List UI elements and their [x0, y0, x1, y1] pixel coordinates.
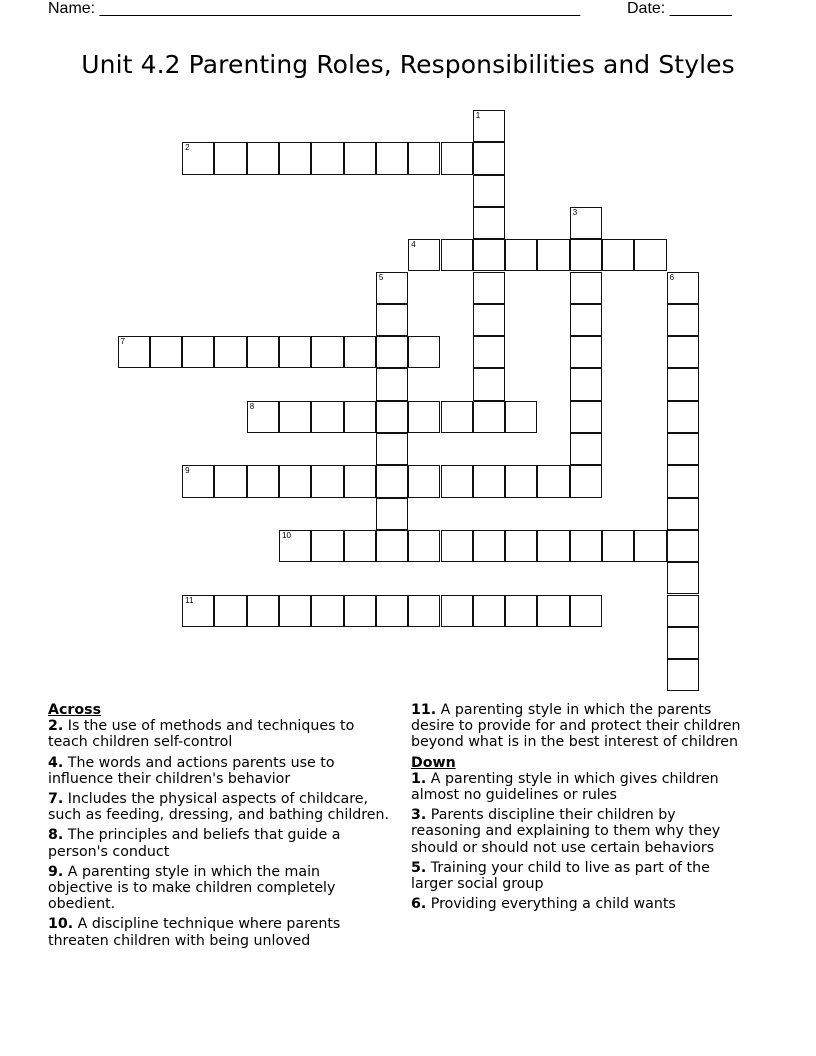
clues-right-column [411, 702, 781, 916]
crossword-cell[interactable] [667, 659, 699, 691]
crossword-cell[interactable] [473, 110, 505, 142]
crossword-cell[interactable] [279, 465, 311, 497]
crossword-cell[interactable] [667, 336, 699, 368]
clue-across-10 [48, 916, 408, 948]
crossword-cell[interactable] [537, 530, 569, 562]
clue-number: 7. [48, 791, 64, 808]
crossword-cell[interactable] [344, 401, 376, 433]
crossword-cell[interactable] [150, 336, 182, 368]
crossword-cell[interactable] [279, 336, 311, 368]
cell-number: 10 [282, 530, 291, 540]
crossword-cell[interactable] [247, 336, 279, 368]
crossword-cell[interactable] [408, 239, 440, 271]
cell-number: 2 [185, 143, 190, 153]
crossword-cell[interactable] [570, 401, 602, 433]
clue-down-1 [411, 771, 781, 803]
clue-across-7 [48, 791, 408, 823]
crossword-cell[interactable] [408, 401, 440, 433]
crossword-cell[interactable] [570, 207, 602, 239]
crossword-cell[interactable] [408, 142, 440, 174]
date-line[interactable]: Date: _______ [627, 0, 732, 17]
clue-number: 10. [48, 916, 74, 933]
crossword-cell[interactable] [214, 595, 246, 627]
clue-down-3 [411, 807, 781, 856]
across-heading: Across [48, 702, 102, 718]
crossword-cell[interactable] [214, 336, 246, 368]
crossword-cell[interactable] [667, 433, 699, 465]
clue-down-6 [411, 896, 781, 912]
crossword-cell[interactable] [376, 530, 408, 562]
clue-text: A parenting style in which the parents desire to provide for and protect their children beyond what is in the best interest of children [411, 702, 741, 751]
crossword-cell[interactable] [667, 368, 699, 400]
crossword-cell[interactable] [182, 595, 214, 627]
crossword-cell[interactable] [505, 530, 537, 562]
crossword-cell[interactable] [667, 595, 699, 627]
crossword-cell[interactable] [570, 272, 602, 304]
crossword-cell[interactable] [344, 142, 376, 174]
cell-number: 4 [411, 240, 416, 250]
crossword-cell[interactable] [667, 272, 699, 304]
name-line[interactable]: Name: ______________________________________________________ [48, 0, 581, 17]
crossword-cell[interactable] [279, 530, 311, 562]
crossword-cell[interactable] [344, 336, 376, 368]
crossword-cell[interactable] [182, 142, 214, 174]
crossword-cell[interactable] [473, 401, 505, 433]
crossword-cell[interactable] [473, 207, 505, 239]
crossword-cell[interactable] [376, 465, 408, 497]
crossword-cell[interactable] [537, 595, 569, 627]
crossword-cell[interactable] [570, 465, 602, 497]
crossword-cell[interactable] [473, 465, 505, 497]
crossword-cell[interactable] [667, 401, 699, 433]
crossword-cell[interactable] [376, 336, 408, 368]
cell-number: 9 [185, 466, 190, 476]
crossword-cell[interactable] [182, 336, 214, 368]
clue-across-11 [411, 702, 781, 751]
down-heading: Down [411, 754, 456, 771]
cell-number: 6 [669, 272, 675, 282]
clue-text: Training your child to live as part of the larger social group [411, 859, 710, 893]
crossword-cell[interactable] [376, 304, 408, 336]
clue-text: A parenting style in which the main objective is to make children completely obedient. [48, 863, 336, 913]
crossword-cell[interactable] [311, 465, 343, 497]
crossword-cell[interactable] [570, 304, 602, 336]
crossword-cell[interactable] [505, 239, 537, 271]
crossword-cell[interactable] [408, 595, 440, 627]
clue-across-9 [48, 864, 408, 913]
crossword-cell[interactable] [441, 530, 473, 562]
crossword-cell[interactable] [441, 465, 473, 497]
crossword-cell[interactable] [473, 304, 505, 336]
clue-text: A discipline technique where parents threaten children with being unloved [48, 916, 341, 949]
crossword-cell[interactable] [537, 239, 569, 271]
crossword-cell[interactable] [537, 465, 569, 497]
crossword-cell[interactable] [473, 336, 505, 368]
crossword-cell[interactable] [441, 401, 473, 433]
crossword-cell[interactable] [344, 465, 376, 497]
crossword-cell[interactable] [570, 239, 602, 271]
clue-text: A parenting style in which gives children almost no guidelines or rules [411, 770, 719, 804]
crossword-cell[interactable] [441, 239, 473, 271]
clue-number: 1. [411, 770, 427, 787]
clue-down-5 [411, 860, 781, 892]
crossword-cell[interactable] [214, 465, 246, 497]
crossword-cell[interactable] [408, 530, 440, 562]
crossword-cell[interactable] [118, 336, 150, 368]
crossword-cell[interactable] [667, 562, 699, 594]
crossword-cell[interactable] [279, 401, 311, 433]
crossword-cell[interactable] [376, 433, 408, 465]
cell-number: 11 [185, 595, 194, 605]
crossword-cell[interactable] [473, 368, 505, 400]
clues-left-column [48, 702, 408, 953]
clue-text: Parents discipline their children by reasoning and explaining to them why they should or should not use certain behaviors [411, 807, 721, 856]
crossword-cell[interactable] [311, 401, 343, 433]
crossword-cell[interactable] [570, 336, 602, 368]
crossword-cell[interactable] [667, 304, 699, 336]
clue-number: 2. [48, 718, 64, 735]
cell-number: 1 [475, 111, 481, 120]
crossword-cell[interactable] [667, 627, 699, 659]
cell-number: 3 [572, 207, 578, 217]
crossword-cell[interactable] [408, 465, 440, 497]
cell-number: 7 [120, 337, 125, 347]
crossword-cell[interactable] [602, 530, 634, 562]
crossword-cell[interactable] [182, 465, 214, 497]
crossword-cell[interactable] [376, 142, 408, 174]
crossword-cell[interactable] [473, 142, 505, 174]
crossword-cell[interactable] [376, 368, 408, 400]
clue-across-4 [48, 755, 408, 787]
clue-number: 6. [411, 896, 427, 913]
crossword-cell[interactable] [505, 465, 537, 497]
crossword-cell[interactable] [473, 272, 505, 304]
crossword-cell[interactable] [247, 595, 279, 627]
clue-text: Includes the physical aspects of childcare, such as feeding, dressing, and bathing children. [48, 791, 390, 824]
crossword-cell[interactable] [570, 530, 602, 562]
crossword-cell[interactable] [311, 530, 343, 562]
crossword-cell[interactable] [473, 530, 505, 562]
clue-across-8 [48, 827, 408, 859]
cell-number: 8 [249, 401, 255, 411]
crossword-cell[interactable] [376, 401, 408, 433]
crossword-cell[interactable] [667, 530, 699, 562]
crossword-cell[interactable] [247, 142, 279, 174]
clue-text: Providing everything a child wants [430, 896, 676, 913]
crossword-cell[interactable] [602, 239, 634, 271]
crossword-cell[interactable] [473, 239, 505, 271]
crossword-cell[interactable] [247, 401, 279, 433]
cell-number: 5 [378, 272, 384, 282]
crossword-cell[interactable] [279, 142, 311, 174]
clue-number: 8. [48, 827, 64, 844]
crossword-cell[interactable] [570, 433, 602, 465]
crossword-cell[interactable] [376, 595, 408, 627]
crossword-cell[interactable] [279, 595, 311, 627]
crossword-cell[interactable] [473, 595, 505, 627]
crossword-cell[interactable] [667, 465, 699, 497]
crossword-cell[interactable] [376, 498, 408, 530]
clue-number: 4. [48, 754, 64, 771]
crossword-cell[interactable] [667, 498, 699, 530]
crossword-cell[interactable] [247, 465, 279, 497]
crossword-cell[interactable] [505, 595, 537, 627]
crossword-cell[interactable] [634, 239, 666, 271]
clue-number: 11. [411, 702, 437, 718]
crossword-cell[interactable] [311, 142, 343, 174]
crossword-cell[interactable] [570, 595, 602, 627]
clue-number: 5. [411, 859, 427, 876]
crossword-cell[interactable] [214, 142, 246, 174]
crossword-cell[interactable] [473, 175, 505, 207]
crossword-cell[interactable] [311, 595, 343, 627]
crossword-cell[interactable] [344, 595, 376, 627]
page-title: Unit 4.2 Parenting Roles, Responsibilities and Styles [81, 50, 735, 79]
clue-number: 9. [48, 863, 64, 880]
clue-number: 3. [411, 807, 427, 824]
crossword-cell[interactable] [570, 368, 602, 400]
clue-across-2 [48, 718, 408, 750]
crossword-cell[interactable] [441, 142, 473, 174]
crossword-cell[interactable] [344, 530, 376, 562]
crossword-cell[interactable] [311, 336, 343, 368]
crossword-cell[interactable] [376, 272, 408, 304]
clue-text: Is the use of methods and techniques to teach children self-control [48, 718, 355, 751]
clue-text: The principles and beliefs that guide a person's conduct [48, 827, 341, 860]
clue-text: The words and actions parents use to influence their children's behavior [48, 754, 335, 787]
crossword-cell[interactable] [634, 530, 666, 562]
crossword-cell[interactable] [505, 401, 537, 433]
crossword-cell[interactable] [441, 595, 473, 627]
crossword-cell[interactable] [408, 336, 440, 368]
